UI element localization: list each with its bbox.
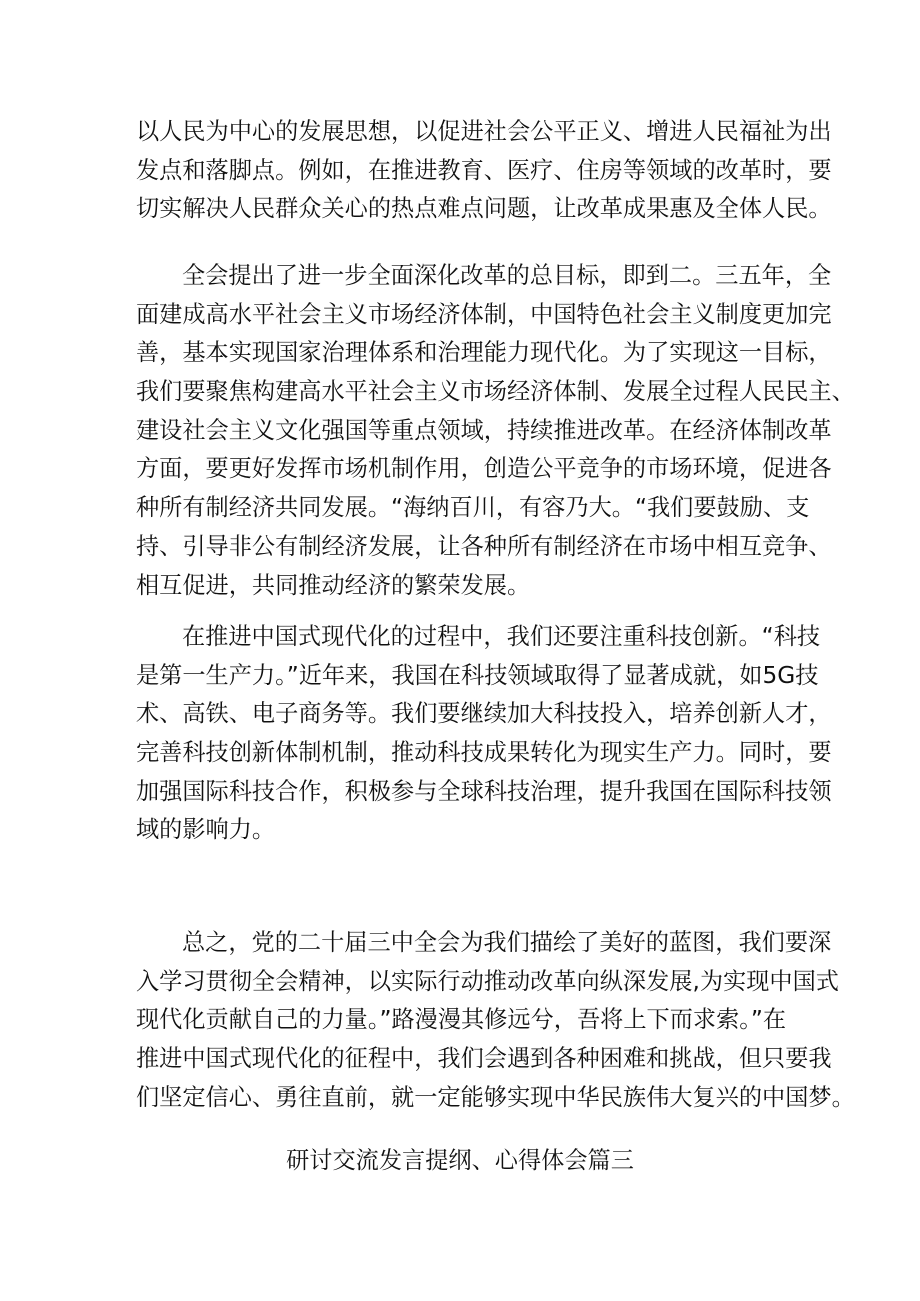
paragraph-line: 入学习贯彻全会精神，以实际行动推动改革向纵深发展,为实现中国式 — [136, 967, 839, 995]
paragraph-line: 相互促进，共同推动经济的繁荣发展。 — [136, 571, 531, 599]
paragraph-line: 域的影响力。 — [136, 816, 276, 844]
paragraph-line: 我们要聚焦构建高水平社会主义市场经济体制、发展全过程人民民主、 — [136, 378, 855, 406]
paragraph-3 — [136, 618, 832, 850]
paragraph-4 — [136, 924, 855, 1117]
section-heading: 研讨交流发言提纲、心得体会篇三 — [286, 1147, 634, 1174]
paragraph-line: 面建成高水平社会主义市场经济体制，中国特色社会主义制度更加完 — [136, 300, 832, 328]
paragraph-line: 们坚定信心、勇往直前，就一定能够实现中华民族伟大复兴的中国梦。 — [136, 1083, 855, 1111]
paragraph-line: 是第一生产力。”近年来，我国在科技领域取得了显著成就，如5G技 — [136, 661, 819, 689]
paragraph-line: 在推进中国式现代化的过程中，我们还要注重科技创新。“科技 — [182, 623, 821, 650]
paragraph-line: 完善科技创新体制机制，推动科技成果转化为现实生产力。同时，要 — [136, 739, 832, 767]
paragraph-line: 总之，党的二十届三中全会为我们描绘了美好的蓝图，我们要深 — [182, 929, 832, 956]
paragraph-line: 术、高铁、电子商务等。我们要继续加大科技投入，培养创新人才， — [136, 700, 832, 728]
paragraph-1 — [136, 113, 832, 229]
paragraph-2 — [136, 257, 855, 605]
paragraph-line: 方面，要更好发挥市场机制作用，创造公平竞争的市场环境，促进各 — [136, 455, 832, 483]
paragraph-line: 加强国际科技合作，积极参与全球科技治理，提升我国在国际科技领 — [136, 777, 832, 805]
paragraph-line: 善，基本实现国家治理体系和治理能力现代化。为了实现这一目标， — [136, 339, 832, 367]
paragraph-line: 持、引导非公有制经济发展，让各种所有制经济在市场中相互竞争、 — [136, 532, 832, 560]
paragraph-line: 以人民为中心的发展思想，以促进社会公平正义、增进人民福祉为出 — [136, 118, 832, 145]
paragraph-line: 种所有制经济共同发展。“海纳百川，有容乃大。“我们要鼓励、支 — [136, 494, 810, 522]
paragraph-line: 推进中国式现代化的征程中，我们会遇到各种困难和挑战，但只要我 — [136, 1045, 832, 1073]
paragraph-line: 切实解决人民群众关心的热点难点问题，让改革成果惠及全体人民。 — [136, 195, 832, 223]
paragraph-line: 全会提出了进一步全面深化改革的总目标，即到二。三五年，全 — [182, 262, 832, 289]
paragraph-line: 建设社会主义文化强国等重点领域，持续推进改革。在经济体制改革 — [136, 416, 832, 444]
paragraph-line: 发点和落脚点。例如，在推进教育、医疗、住房等领域的改革时，要 — [136, 156, 832, 184]
paragraph-line: 现代化贡献自己的力量。”路漫漫其修远兮，吾将上下而求索。”在 — [136, 1006, 787, 1034]
